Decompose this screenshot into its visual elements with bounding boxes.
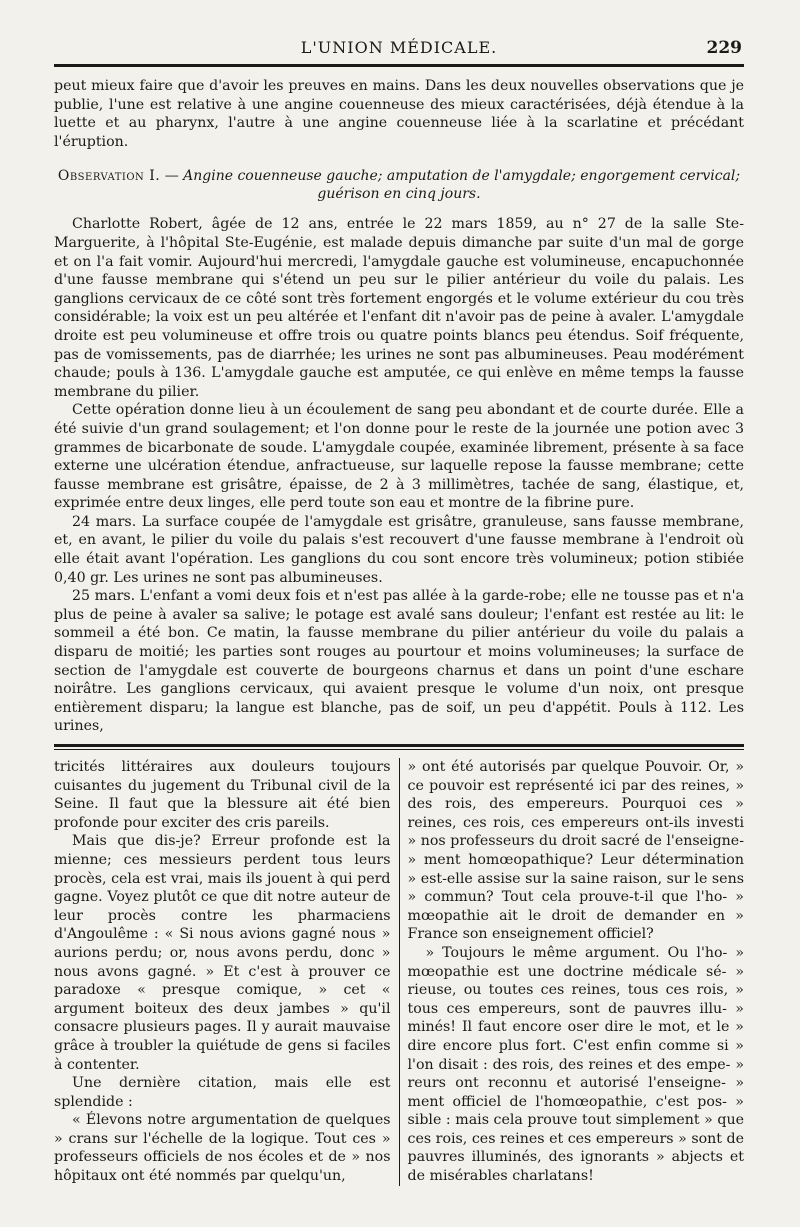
left-column: [54, 758, 399, 1186]
page-number: 229: [706, 38, 742, 58]
main-article: [54, 77, 744, 736]
page-header: [54, 30, 744, 60]
column-paragraph: » ont été autorisés par quelque Pouvoir. Or, » ce pouvoir est représenté ici par des reines, » des rois, des empereurs. Pourquoi ces » reines, ces rois, ces empereurs ont-ils investi » nos professeurs du droit sacré de l'enseigne- » ment homœopathique? Leur détermination » est-elle assise sur la saine raison, sur le sens » commun? Tout cela prouve-t-il que l'ho- » mœopathie ait le droit de demander en » France son enseignement officiel?: [407, 759, 744, 943]
column-paragraph: « Élevons notre argumentation de quelques » crans sur l'échelle de la logique. Tout ces » professeurs officiels de nos écoles et de » nos hôpitaux ont été nommés par quelqu'un,: [54, 1112, 391, 1185]
feuilleton-columns: [54, 758, 744, 1186]
column-paragraph: Mais que dis-je? Erreur profonde est la mienne; ces messieurs perdent tous leurs procès, cela est vrai, mais ils jouent à qui perd gagne. Voyez plutôt ce que dit notre auteur de leur procès contre les pharmaciens d'Angoulême : « Si nous avions gagné nous » aurions perdu; or, nous avons perdu, donc » nous avons gagné. » Et c'est à prouver ce paradoxe « presque comique, » cet « argument boiteux des deux jambes » qu'il consacre plusieurs pages. Il y aurait mauvaise grâce à troubler la quiétude de gens si faciles à contenter.: [54, 833, 391, 1073]
feuilleton-rule-thin: [54, 749, 744, 750]
feuilleton-rule: [54, 744, 744, 747]
article-paragraph: Cette opération donne lieu à un écoulement de sang peu abondant et de courte durée. Elle a été suivie d'un grand soulagement; et l'on donne pour le reste de la journée une potion avec 3 grammes de bicarbonate de soude. L'amygdale coupée, examinée librement, présente à sa face externe une ulcération étendue, anfractueuse, sur laquelle repose la fausse membrane; cette fausse membrane est grisâtre, épaisse, de 2 à 3 millimètres, tachée de sang, élastique, et, exprimée entre deux linges, elle perd toute son eau et montre de la fibrine pure.: [54, 402, 744, 512]
column-paragraph: » Toujours le même argument. Ou l'ho- » mœopathie est une doctrine médicale sé- » rieuse, ou toutes ces reines, tous ces rois, » tous ces empereurs, sont de pauvres illu- » minés! Il faut encore oser dire le mot, et le » dire encore plus fort. C'est enfin comme si » l'on disait : des rois, des reines et des empe- » reurs ont reconnu et autorisé l'enseigne- » ment officiel de l'homœopathie, c'est pos- » sible : mais cela prouve tout simplement » que ces rois, ces reines et ces empereurs » sont de pauvres illuminés, des ignorants » abjects et de misérables charlatans!: [407, 944, 744, 1185]
observation-label: Observation I.: [57, 168, 161, 185]
right-column: [399, 758, 745, 1186]
journal-page: [54, 30, 744, 1186]
observation-title: — Angine couenneuse gauche; amputation de l'amygdale; engorgement cervical; guérison en cinq jours.: [164, 168, 741, 203]
article-paragraph: 24 mars. La surface coupée de l'amygdale est grisâtre, granuleuse, sans fausse membrane, et, en avant, le pilier du voile du palais s'est recouvert d'une fausse membrane à l'endroit où elle était avant l'opération. Les ganglions du cou sont encore très volumineux; potion stibiée 0,40 gr. Les urines ne sont pas albumineuses.: [54, 513, 744, 586]
column-paragraph: Une dernière citation, mais elle est splendide :: [54, 1075, 391, 1110]
intro-paragraph: peut mieux faire que d'avoir les preuves en mains. Dans les deux nouvelles observations que je publie, l'une est relative à une angine couenneuse des mieux caractérisées, déjà étendue à la luette et au pharynx, l'autre à une angine couenneuse liée à la scarlatine et précédant l'éruption.: [54, 78, 744, 150]
journal-title: L'UNION MÉDICALE.: [300, 38, 498, 57]
article-paragraph: 25 mars. L'enfant a vomi deux fois et n'est pas allée à la garde-robe; elle ne tousse pas et n'a plus de peine à avaler sa salive; le potage est avalé sans douleur; l'enfant est restée au lit: le sommeil a été bon. Ce matin, la fausse membrane du pilier antérieur du voile du palais a disparu de moitié; les parties sont rouges au pourtour et moins volumineuses; la surface de section de l'amygdale est couverte de bourgeons charnus et dans un point d'une eschare noirâtre. Les ganglions cervicaux, qui avaient presque le volume d'un noix, ont presque entièrement disparu; la langue est blanche, pas de soif, un peu d'appétit. Pouls à 112. Les urines,: [54, 588, 744, 735]
article-paragraph: Charlotte Robert, âgée de 12 ans, entrée le 22 mars 1859, au n° 27 de la salle Ste-Marguerite, à l'hôpital Ste-Eugénie, est malade depuis dimanche par suite d'un mal de gorge et on l'a fait vomir. Aujourd'hui mercredi, l'amygdale gauche est volumineuse, encapuchonnée d'une fausse membrane qui s'étend un peu sur le pilier antérieur du voile du palais. Les ganglions cervicaux de ce côté sont très fortement engorgés et le volume extérieur du cou très considérable; la voix est un peu altérée et l'enfant dit n'avoir pas de peine à avaler. L'amygdale droite est peu volumineuse et offre trois ou quatre points blancs peu étendus. Soif fréquente, pas de vomissements, pas de diarrhée; les urines ne sont pas albumineuses. Peau modérément chaude; pouls à 136. L'amygdale gauche est amputée, ce qui enlève en même temps la fausse membrane du pilier.: [54, 216, 744, 400]
column-paragraph: tricités littéraires aux douleurs toujours cuisantes du jugement du Tribunal civil de la Seine. Il faut que la blessure ait été bien profonde pour exciter des cris pareils.: [54, 759, 391, 831]
header-rule: [54, 64, 744, 67]
observation-heading: [54, 167, 744, 203]
